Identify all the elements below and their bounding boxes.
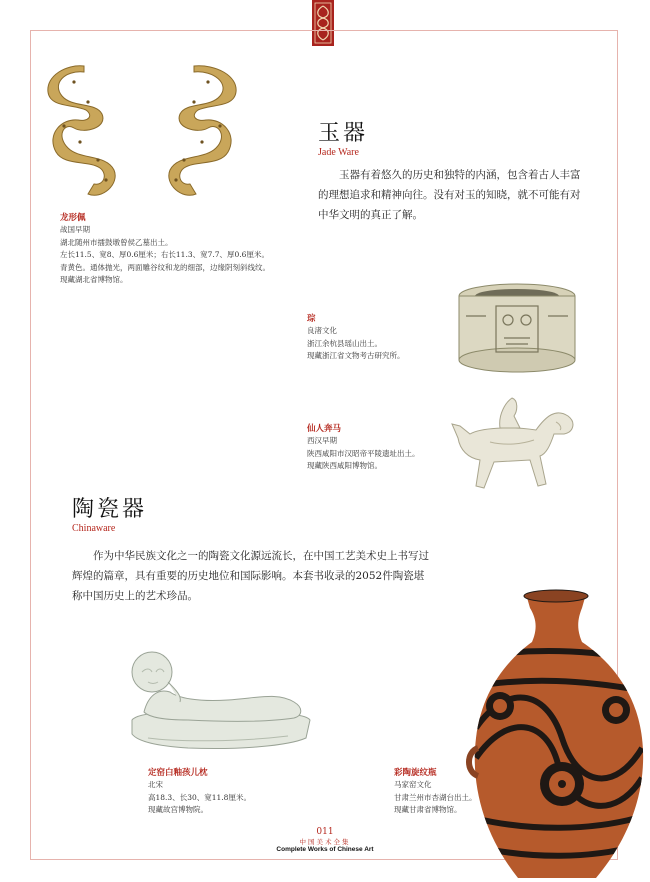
caption-horse: [307, 423, 420, 473]
caption-dragon-pendant: [60, 212, 270, 287]
child-pillow-image: [118, 642, 318, 762]
caption-line: 北宋: [148, 780, 163, 789]
caption-title: 定窑白釉孩儿枕: [148, 768, 208, 778]
caption-line: 甘肃兰州市杏湖台出土。: [394, 792, 477, 802]
caption-line: 陕西咸阳市汉昭帝平陵遗址出土。: [307, 448, 420, 458]
dragon-pendant-image: [44, 62, 254, 212]
caption-line: 高18.3、长30、宽11.8厘米。: [148, 792, 251, 802]
caption-line: 良渚文化: [307, 326, 337, 335]
caption-line: 现藏甘肃省博物馆。: [394, 805, 462, 814]
caption-title: 龙形佩: [60, 213, 86, 223]
jade-intro-text: 玉器有着悠久的历史和独特的内涵，包含着古人丰富的理想追求和精神向往。没有对玉的知晓，就不可能有对中华文明的真正了解。: [318, 169, 581, 221]
series-title-cn: 中国美术全集: [299, 838, 351, 846]
caption-title: 彩陶旋纹瓶: [394, 768, 437, 778]
jade-section-heading: [318, 116, 368, 158]
ceramics-section-heading: [72, 492, 147, 534]
caption-line: 马家窑文化: [394, 780, 432, 789]
caption-line: 现藏故宫博物院。: [148, 805, 208, 814]
caption-title: 仙人奔马: [307, 424, 342, 434]
caption-vase: [394, 767, 477, 817]
caption-line: 现藏湖北省博物馆。: [60, 275, 128, 284]
caption-line: 现藏浙江省文物考古研究所。: [307, 351, 405, 360]
section-title-cn: 玉器: [318, 121, 369, 146]
painted-pottery-vase-image: [466, 588, 650, 882]
caption-line: 左长11.5、宽8、厚0.6厘米；右长11.3、宽7.7、厚0.6厘米。: [60, 250, 269, 259]
caption-title: 琮: [307, 314, 316, 324]
caption-line: 现藏陕西咸阳博物馆。: [307, 461, 382, 470]
page-number: 011: [316, 827, 334, 837]
ceramics-intro-text: 作为中华民族文化之一的陶瓷文化源远流长，在中国工艺美术史上书写过辉煌的篇章，具有重要的历史地位和国际影响。本套书收录的2052件陶瓷堪称中国历史上的艺术珍品。: [72, 550, 429, 602]
caption-line: 浙江余杭县瑶山出土。: [307, 338, 382, 348]
series-title-en: Complete Works of Chinese Art: [276, 846, 374, 853]
section-title-cn: 陶瓷器: [72, 497, 148, 522]
caption-line: 西汉早期: [307, 436, 337, 445]
jade-horse-image: [450, 394, 582, 498]
caption-line: 青黄色。通体抛光，两面雕谷纹和龙的细部，边缘阴刻斜线纹。: [60, 262, 270, 272]
page-footer: [240, 827, 410, 853]
caption-line: 战国早期: [60, 225, 90, 234]
caption-cong: [307, 313, 405, 363]
caption-line: 湖北随州市擂鼓墩曾侯乙墓出土。: [60, 237, 173, 247]
jade-cong-image: [456, 282, 578, 374]
section-title-en: Jade Ware: [318, 147, 359, 158]
caption-pillow: [148, 767, 251, 817]
section-title-en: Chinaware: [72, 523, 116, 534]
